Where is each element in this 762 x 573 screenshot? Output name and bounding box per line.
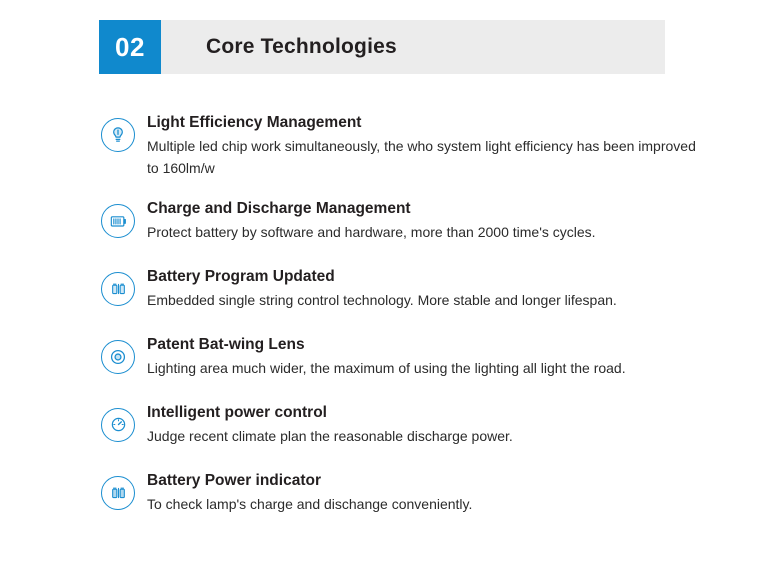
feature-title: Battery Program Updated: [147, 267, 335, 285]
battery-indicator-icon: [101, 476, 135, 510]
feature-title: Battery Power indicator: [147, 472, 321, 489]
feature-text: [147, 470, 719, 516]
feature-description: Lighting area much wider, the maximum of using the lighting all light the road.: [147, 360, 626, 377]
feature-text: [147, 266, 719, 312]
feature-description: To check lamp's charge and dischange conveniently.: [147, 496, 473, 513]
gauge-icon: [101, 408, 135, 442]
feature-title: Intelligent power control: [147, 403, 327, 421]
list-item: [99, 334, 719, 380]
feature-title: Patent Bat-wing Lens: [147, 335, 305, 353]
battery-cells-icon: [101, 272, 135, 306]
feature-icon-wrap: [99, 474, 137, 512]
feature-icon-wrap: [99, 116, 137, 154]
section-header: [99, 20, 665, 74]
feature-text: [147, 402, 719, 448]
lens-target-icon: [101, 340, 135, 374]
feature-text: [147, 198, 719, 244]
feature-icon-wrap: [99, 338, 137, 376]
feature-title: Charge and Discharge Management: [147, 199, 411, 217]
light-bulb-icon: [101, 118, 135, 152]
list-item: [99, 266, 719, 312]
page-title: Core Technologies: [206, 35, 397, 58]
list-item: [99, 402, 719, 448]
feature-icon-wrap: [99, 270, 137, 308]
feature-description: Multiple led chip work simultaneously, the who system light efficiency has been improved to 160lm/w: [147, 138, 696, 177]
battery-icon: [101, 204, 135, 238]
feature-description: Judge recent climate plan the reasonable discharge power.: [147, 428, 513, 445]
list-item: [99, 112, 719, 180]
feature-icon-wrap: [99, 202, 137, 240]
feature-description: Protect battery by software and hardware, more than 2000 time's cycles.: [147, 224, 596, 241]
feature-text: [147, 112, 719, 180]
feature-icon-wrap: [99, 406, 137, 444]
feature-list: [99, 112, 719, 516]
feature-text: [147, 334, 719, 380]
list-item: [99, 198, 719, 244]
section-number: 02: [99, 20, 161, 74]
feature-description: Embedded single string control technology. More stable and longer lifespan.: [147, 292, 617, 309]
list-item: [99, 470, 719, 516]
feature-title: Light Efficiency Management: [147, 114, 362, 131]
